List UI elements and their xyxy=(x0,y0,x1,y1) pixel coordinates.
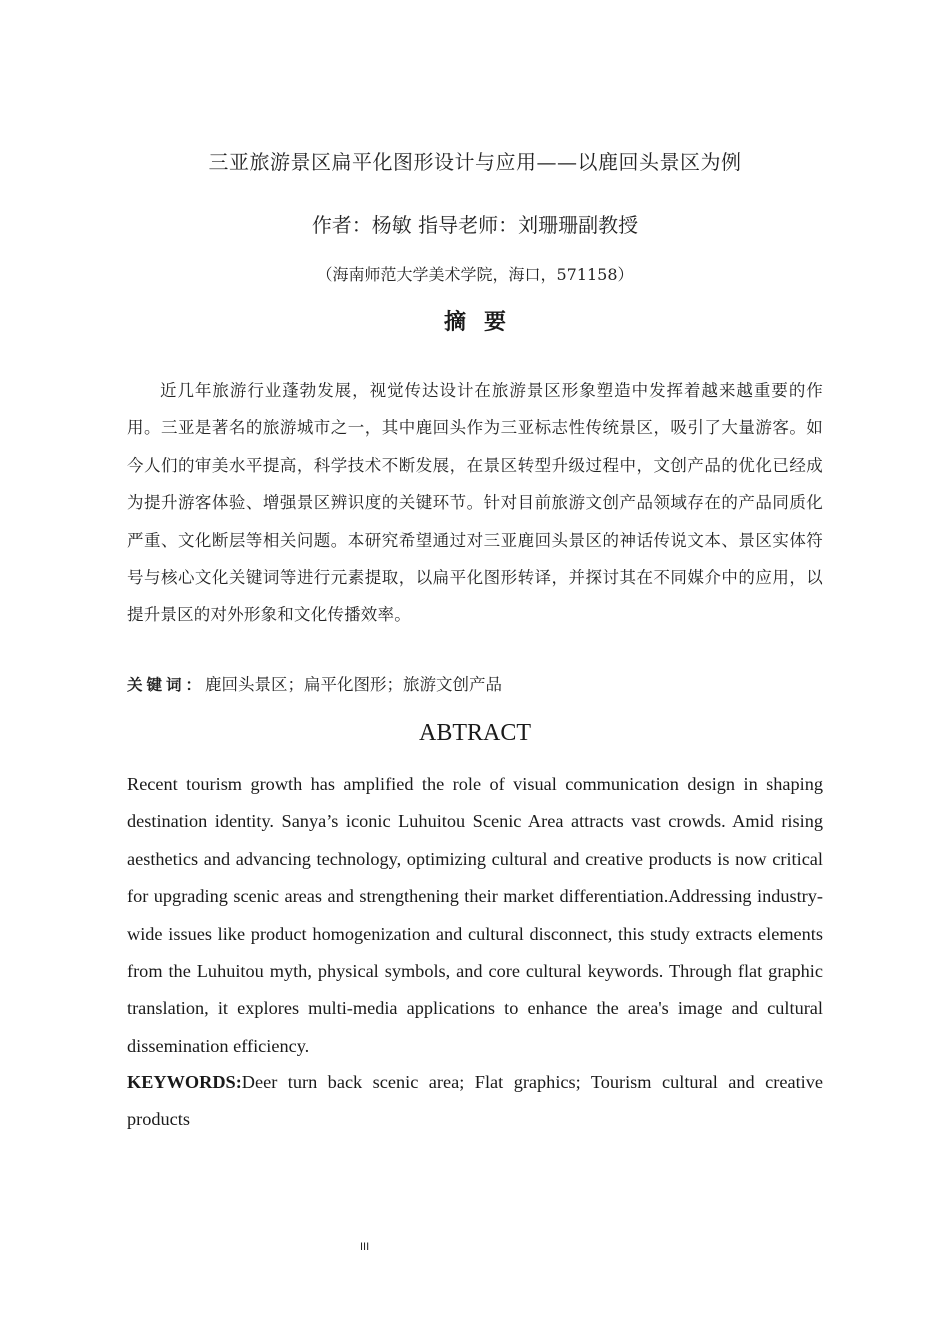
keywords-label: 关键词： xyxy=(127,676,206,694)
paper-title: 三亚旅游景区扁平化图形设计与应用——以鹿回头景区为例 xyxy=(208,150,742,174)
keywords-text: 鹿回头景区；扁平化图形；旅游文创产品 xyxy=(205,675,503,694)
page-number: III xyxy=(360,1241,370,1253)
abstract-heading: 摘要 xyxy=(443,310,524,335)
author-line: 作者：杨敏 指导老师：刘珊珊副教授 xyxy=(311,213,639,237)
abstract-body: 近几年旅游行业蓬勃发展，视觉传达设计在旅游景区形象塑造中发挥着越来越重要的作用。三亚是著名的旅游城市之一，其中鹿回头作为三亚标志性传统景区，吸引了大量游客。如今人们的审美水平提高，科学技术不断发展，在景区转型升级过程中，文创产品的优化已经成为提升游客体验、增强景区辨识度的关键环节。针对目前旅游文创产品领域存在的产品同质化严重、文化断层等相关问题。本研究希望通过对三亚鹿回头景区的神话传说文本、景区实体符号与核心文化关键词等进行元素提取，以扁平化图形转译，并探讨其在不同媒介中的应用，以提升景区的对外形象和文化传播效率。 xyxy=(127,381,823,625)
keywords-line xyxy=(127,669,823,701)
keywords-en-text: Deer turn back scenic area; Flat graphics; Tourism cultural and creative products xyxy=(127,1072,823,1130)
affiliation: （海南师范大学美术学院，海口，571158） xyxy=(316,265,634,284)
keywords-en-line xyxy=(127,1064,823,1139)
keywords-en-label: KEYWORDS: xyxy=(127,1072,242,1092)
abstract-en-heading: ABTRACT xyxy=(418,720,531,746)
document-page xyxy=(127,0,823,1344)
abstract-en-body: Recent tourism growth has amplified the role of visual communication design in shaping destination identity. Sanya’s iconic Luhuitou Scenic Area attracts vast crowds. Amid rising aesthetics and advancing technology, optimizing cultural and creative products is now critical for upgrading scenic areas and strengthening their market differentiation.Addressing industry-wide issues like product homogenization and cultural disconnect, this study extracts elements from the Luhuitou myth, physical symbols, and core cultural keywords. Through flat graphic translation, it explores multi-media applications to enhance the area's image and cultural dissemination efficiency. xyxy=(127,774,823,1056)
